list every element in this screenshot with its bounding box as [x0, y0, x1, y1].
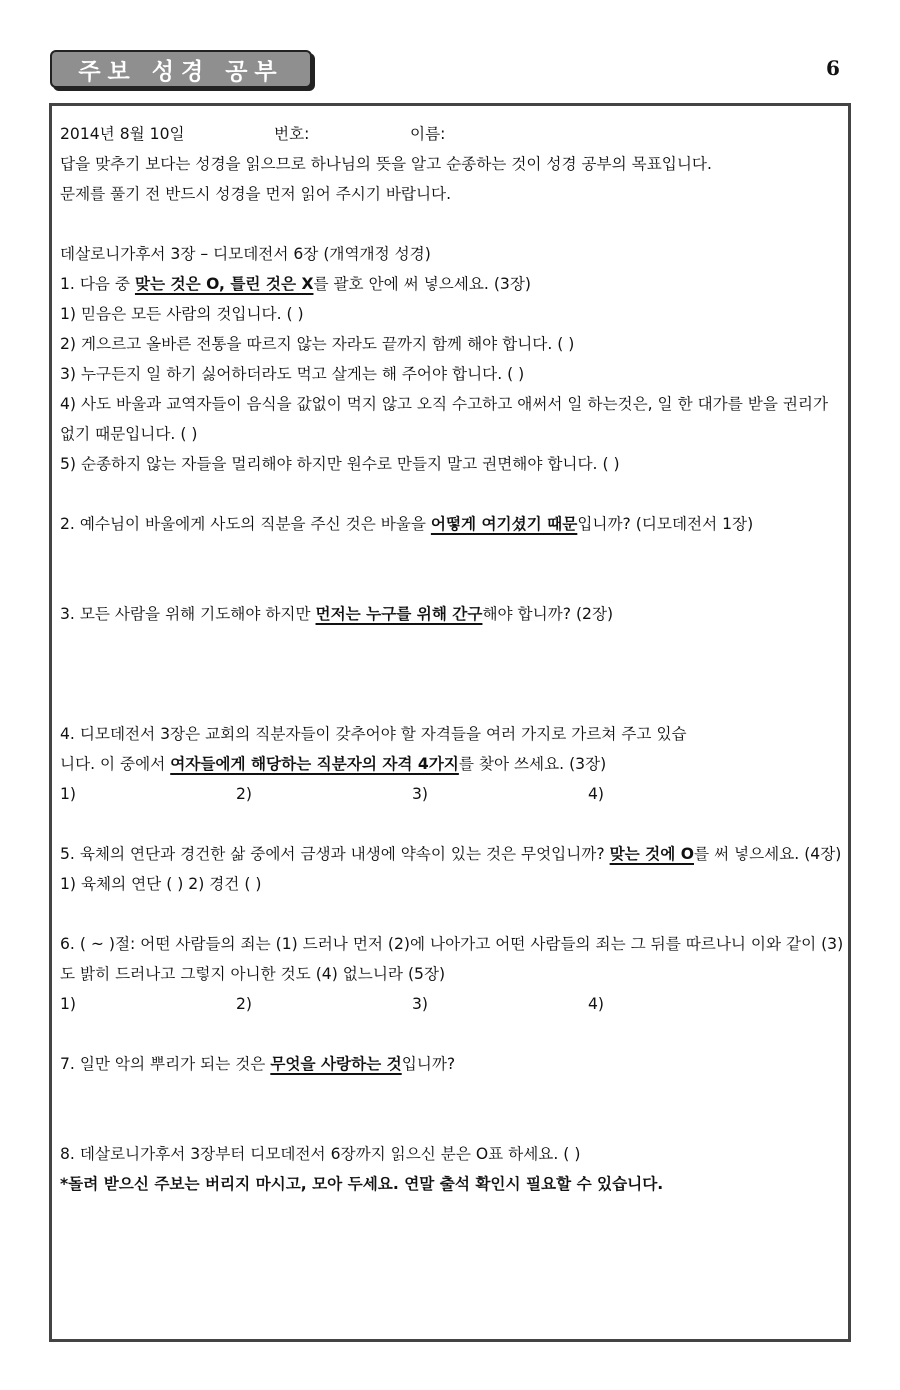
number-label: 번호:	[274, 125, 310, 143]
q4-blank-3[interactable]: 3)	[412, 785, 429, 803]
q6-blank-2[interactable]: 2)	[236, 995, 253, 1013]
page-number: 6	[826, 56, 840, 80]
q1-item-4: 4) 사도 바울과 교역자들이 음식을 값없이 먹지 않고 오직 수고하고 애써서 일 하는것은, 일 한 대가를 받을 권리가 없기 때문입니다. ( )	[60, 395, 829, 443]
q1-item-5: 5) 순종하지 않는 자들을 멀리해야 하지만 원수로 만들지 말고 권면해야 합니다. ( )	[60, 455, 620, 473]
q1-emphasis: 맞는 것은 O, 틀린 것은 X	[134, 275, 314, 293]
meta-row	[60, 119, 846, 149]
worksheet-content	[60, 119, 846, 1199]
title-box	[50, 50, 312, 88]
passage-range: 데살로니가후서 3장 – 디모데전서 6장 (개역개정 성경)	[60, 245, 431, 263]
q1-item-2: 2) 게으르고 올바른 전통을 따르지 않는 자라도 끝까지 함께 해야 합니다. ( )	[60, 335, 575, 353]
q4-blank-2[interactable]: 2)	[236, 785, 253, 803]
q1-prompt: 1. 다음 중 맞는 것은 O, 틀린 것은 X를 괄호 안에 써 넣으세요. (3장)	[60, 275, 531, 293]
q3-emphasis: 먼저는 누구를 위해 간구	[315, 605, 483, 623]
date: 2014년 8월 10일	[60, 125, 185, 143]
q6-prompt: 6. ( ~ )절: 어떤 사람들의 죄는 (1) 드러나 먼저 (2)에 나아가고 어떤 사람들의 죄는 그 뒤를 따르나니 이와 같이 (3)도 밝히 드러나고 그렇지 아니한 것도 (4) 없느니라 (5장)	[60, 935, 844, 983]
q6-answer-blanks	[60, 989, 846, 1019]
intro-line-1: 답을 맞추기 보다는 성경을 읽으므로 하나님의 뜻을 알고 순종하는 것이 성경 공부의 목표입니다.	[60, 155, 712, 173]
q6-blank-3[interactable]: 3)	[412, 995, 429, 1013]
q8-prompt: 8. 데살로니가후서 3장부터 디모데전서 6장까지 읽으신 분은 O표 하세요. ( )	[60, 1145, 581, 1163]
q4-blank-4[interactable]: 4)	[588, 785, 605, 803]
q1-item-1: 1) 믿음은 모든 사람의 것입니다. ( )	[60, 305, 304, 323]
page-title: 주보 성경 공부	[78, 58, 284, 85]
q5-options[interactable]: 1) 육체의 연단 ( ) 2) 경건 ( )	[60, 875, 262, 893]
q7-emphasis: 무엇을 사랑하는 것	[270, 1055, 402, 1073]
q1-item-3: 3) 누구든지 일 하기 싫어하더라도 먹고 살게는 해 주어야 합니다. ( )	[60, 365, 525, 383]
q4-blank-1[interactable]: 1)	[60, 785, 77, 803]
q3-prompt: 3. 모든 사람을 위해 기도해야 하지만 먼저는 누구를 위해 간구해야 합니까? (2장)	[60, 605, 614, 623]
q4-prompt-line-1: 4. 디모데전서 3장은 교회의 직분자들이 갖추어야 할 자격들을 여러 가지로 가르쳐 주고 있습	[60, 725, 687, 743]
q7-prompt: 7. 일만 악의 뿌리가 되는 것은 무엇을 사랑하는 것입니까?	[60, 1055, 456, 1073]
intro-line-2: 문제를 풀기 전 반드시 성경을 먼저 읽어 주시기 바랍니다.	[60, 185, 452, 203]
q2-emphasis: 어떻게 여기셨기 때문	[430, 515, 578, 533]
q4-prompt-line-2: 니다. 이 중에서 여자들에게 해당하는 직분자의 자격 4가지를 찾아 쓰세요. (3장)	[60, 755, 607, 773]
q5-prompt: 5. 육체의 연단과 경건한 삶 중에서 금생과 내생에 약속이 있는 것은 무엇입니까? 맞는 것에 O를 써 넣으세요. (4장)	[60, 845, 842, 863]
q6-blank-4[interactable]: 4)	[588, 995, 605, 1013]
footer-note: *돌려 받으신 주보는 버리지 마시고, 모아 두세요. 연말 출석 확인시 필요할 수 있습니다.	[60, 1175, 664, 1193]
q2-prompt: 2. 예수님이 바울에게 사도의 직분을 주신 것은 바울을 어떻게 여기셨기 때문입니까? (디모데전서 1장)	[60, 515, 754, 533]
q6-blank-1[interactable]: 1)	[60, 995, 77, 1013]
q4-emphasis: 여자들에게 해당하는 직분자의 자격 4가지	[170, 755, 459, 773]
q5-emphasis: 맞는 것에 O	[609, 845, 694, 863]
q4-answer-blanks	[60, 779, 846, 809]
name-label: 이름:	[410, 125, 446, 143]
